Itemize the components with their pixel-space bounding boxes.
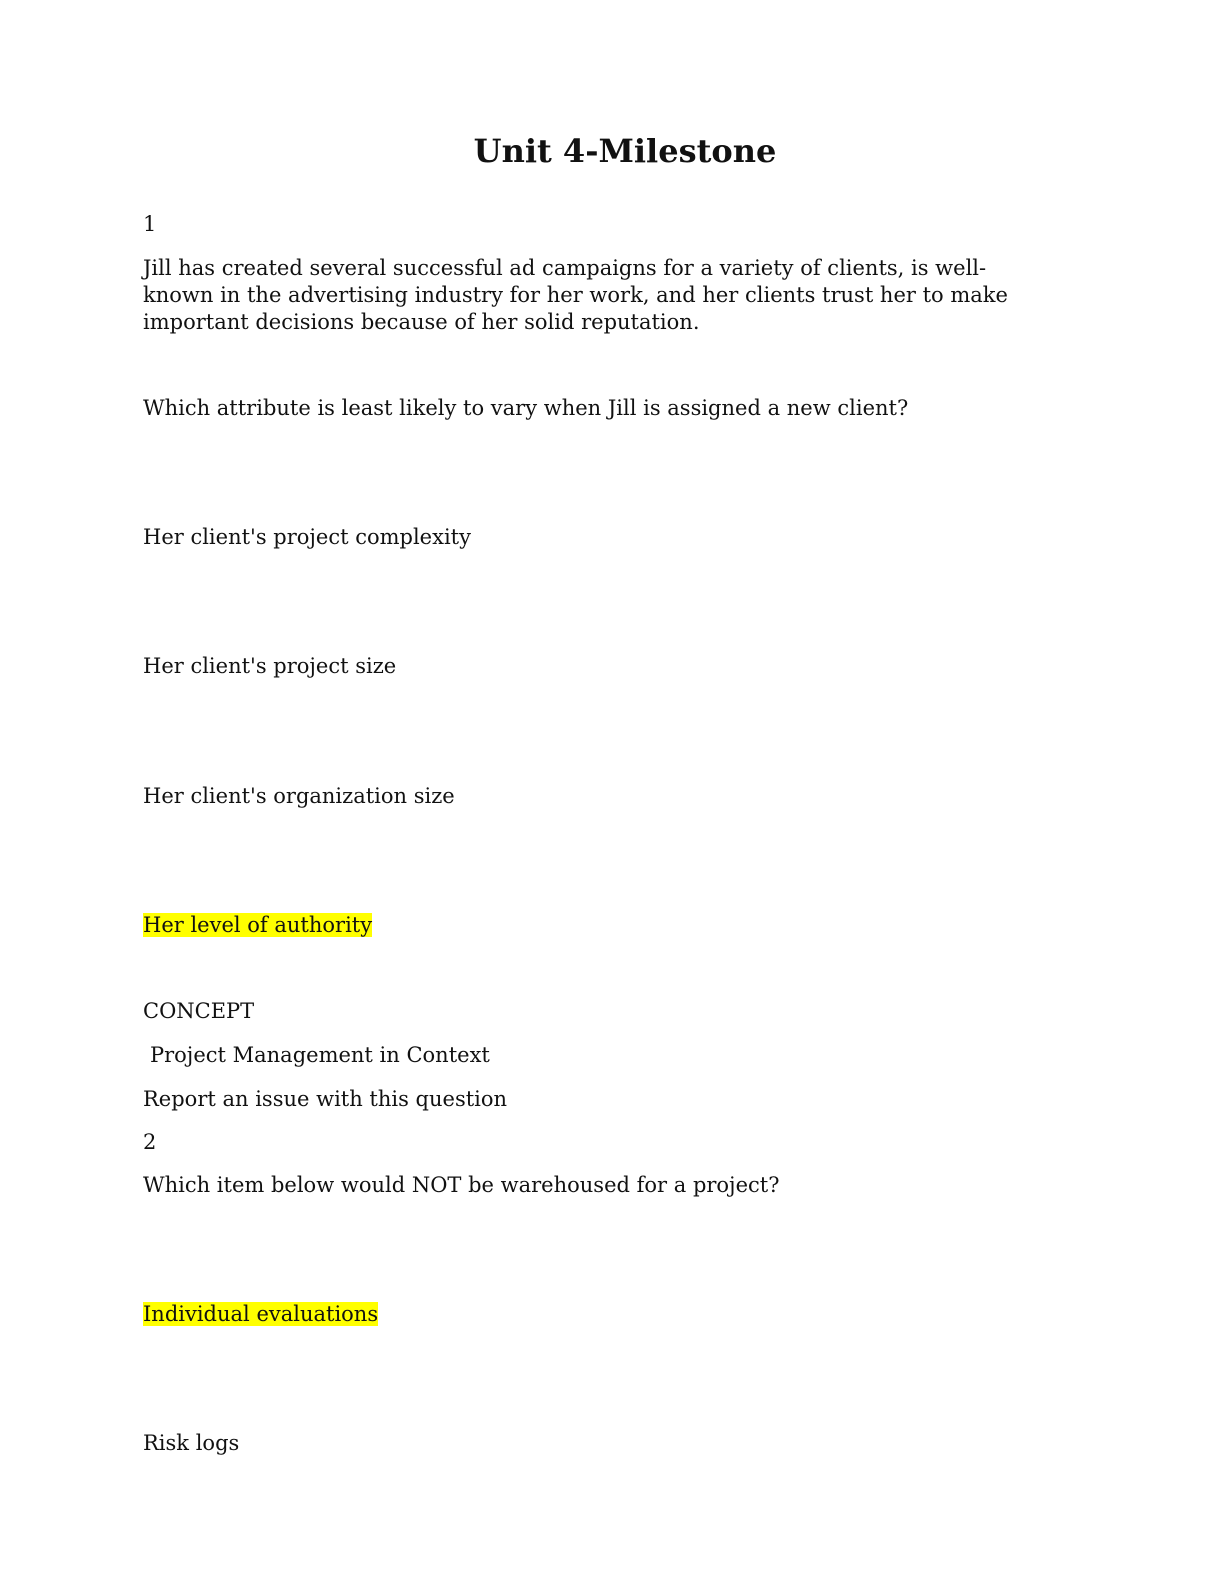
answer-option-highlighted[interactable] bbox=[143, 1301, 378, 1328]
question-scenario bbox=[143, 255, 1043, 336]
question-number: 1 bbox=[143, 212, 157, 236]
concept-label: CONCEPT bbox=[143, 999, 255, 1023]
question-text: Which item below would NOT be warehoused for a project? bbox=[143, 1173, 780, 1197]
scenario-line: known in the advertising industry for her work, and her clients trust her to make bbox=[143, 283, 1008, 307]
scenario-line: important decisions because of her solid reputation. bbox=[143, 310, 700, 334]
answer-option[interactable]: Her client's organization size bbox=[143, 784, 455, 808]
answer-option[interactable]: Risk logs bbox=[143, 1431, 240, 1455]
question-number: 2 bbox=[143, 1130, 157, 1154]
scenario-line: Jill has created several successful ad campaigns for a variety of clients, is well- bbox=[143, 256, 987, 280]
question-text: Which attribute is least likely to vary when Jill is assigned a new client? bbox=[143, 396, 909, 420]
page-title: Unit 4-Milestone bbox=[473, 132, 777, 170]
answer-option-highlighted[interactable] bbox=[143, 912, 372, 939]
report-issue-link[interactable]: Report an issue with this question bbox=[143, 1087, 508, 1111]
concept-name: Project Management in Context bbox=[150, 1043, 490, 1067]
highlighted-answer: Her level of authority bbox=[143, 913, 373, 937]
answer-option[interactable]: Her client's project complexity bbox=[143, 525, 471, 549]
answer-option[interactable]: Her client's project size bbox=[143, 654, 397, 678]
highlighted-answer: Individual evaluations bbox=[143, 1302, 379, 1326]
